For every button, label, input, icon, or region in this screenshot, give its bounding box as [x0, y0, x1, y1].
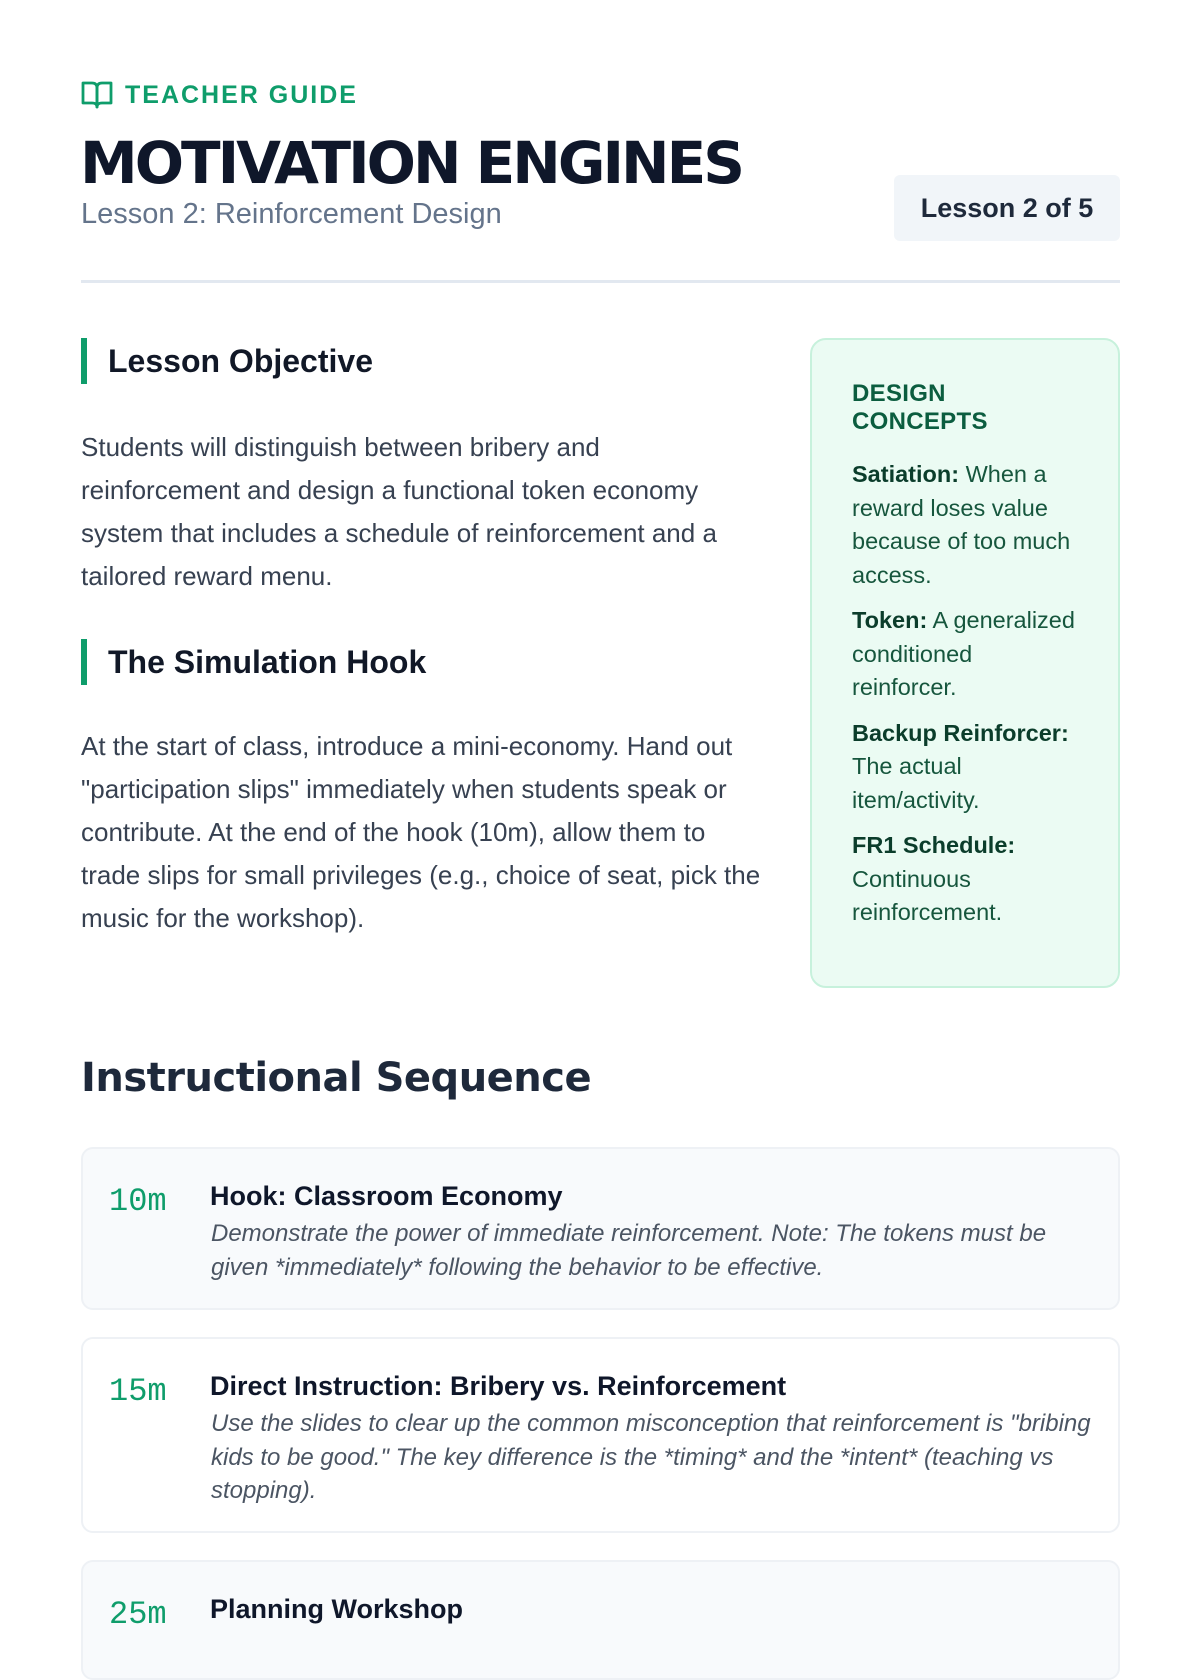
sequence-step [81, 1560, 1120, 1680]
concept-item [852, 604, 1080, 705]
section-accent-bar [81, 639, 87, 685]
sequence-step [81, 1337, 1120, 1533]
book-open-icon [81, 80, 113, 110]
concept-item [852, 458, 1080, 592]
step-title: Planning Workshop [210, 1594, 464, 1624]
hook-text: At the start of class, introduce a mini-economy. Hand out "participation slips" immediately when students speak or contribute. At the end of the hook (10m), allow them to trade slips for small privileges (e.g., choice of seat, pick the music for the workshop). [81, 731, 761, 933]
section-accent-bar [81, 338, 87, 384]
concept-definition: When a reward loses value because of too much access. [852, 461, 1071, 588]
step-duration: 10m [109, 1183, 167, 1220]
header-divider [81, 280, 1120, 283]
objective-text: Students will distinguish between bribery and reinforcement and design a functional token economy system that includes a schedule of reinforcement and a tailored reward menu. [81, 432, 717, 591]
step-duration: 25m [109, 1596, 167, 1633]
concept-definition: A generalized conditioned reinforcer. [852, 607, 1075, 700]
concept-item [852, 717, 1080, 818]
hook-heading [81, 639, 426, 685]
concept-term: FR1 Schedule: [852, 832, 1016, 858]
page-subtitle: Lesson 2: Reinforcement Design [81, 198, 502, 230]
concept-definition: Continuous reinforcement. [852, 865, 1003, 925]
step-description: Use the slides to clear up the common misconception that reinforcement is "bribing kids to be good." The key difference is the *timing* and the *intent* (teaching vs stopping). [211, 1410, 1091, 1504]
concept-definition: The actual item/activity. [852, 753, 980, 813]
lesson-badge: Lesson 2 of 5 [894, 175, 1120, 241]
step-title: Hook: Classroom Economy [210, 1181, 563, 1211]
step-description: Demonstrate the power of immediate reinforcement. Note: The tokens must be given *immediately* following the behavior to be effective. [211, 1220, 1047, 1281]
eyebrow-label: TEACHER GUIDE [125, 80, 358, 109]
sequence-step [81, 1147, 1120, 1310]
sequence-heading: Instructional Sequence [81, 1055, 592, 1101]
step-duration: 15m [109, 1373, 167, 1410]
concept-item [852, 829, 1080, 930]
concept-term: Backup Reinforcer: [852, 719, 1069, 746]
objective-heading [81, 338, 373, 384]
design-concepts-panel [810, 338, 1120, 988]
concepts-heading: DESIGN CONCEPTS [852, 380, 988, 435]
hook-heading-text: The Simulation Hook [108, 643, 427, 680]
concept-term: Satiation: [852, 461, 960, 487]
step-title: Direct Instruction: Bribery vs. Reinforcement [210, 1371, 787, 1401]
concept-term: Token: [852, 607, 928, 633]
page-title: MOTIVATION ENGINES [80, 129, 742, 197]
objective-heading-text: Lesson Objective [108, 342, 373, 379]
eyebrow [81, 80, 358, 110]
